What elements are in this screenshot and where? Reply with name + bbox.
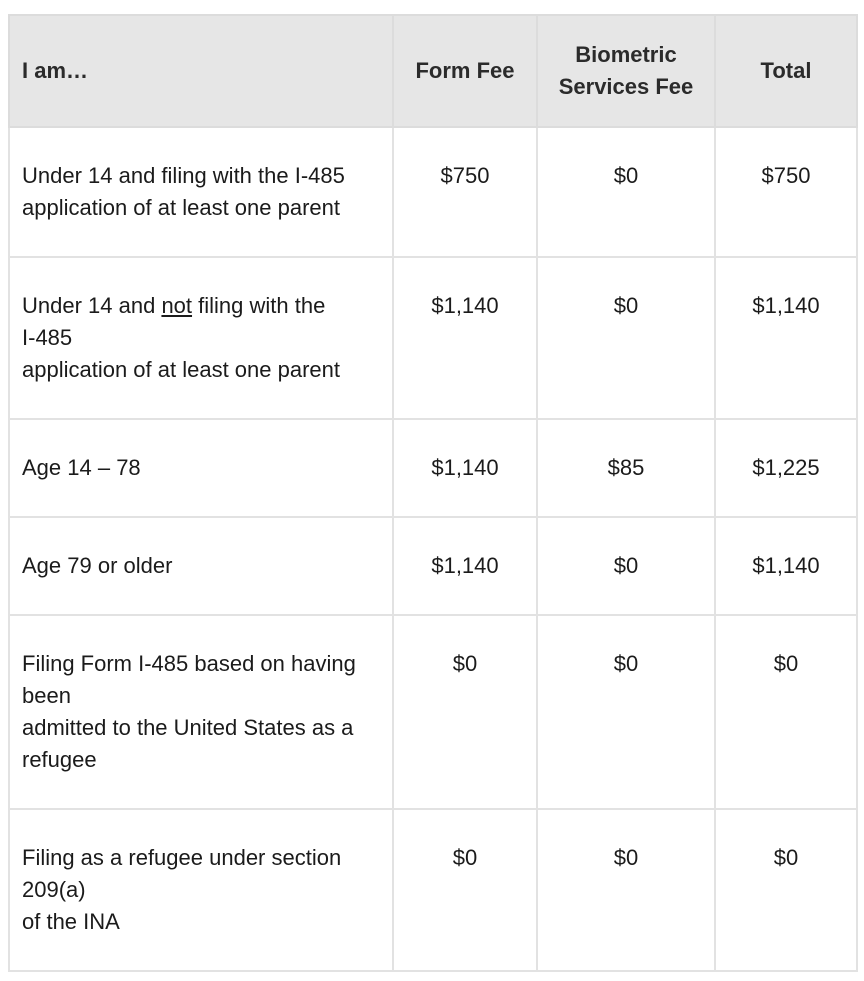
table-row bbox=[9, 419, 857, 517]
total-cell: $750 bbox=[715, 127, 857, 257]
description-line: admitted to the United States as a bbox=[22, 715, 354, 740]
table-row bbox=[9, 809, 857, 971]
form-fee-cell: $1,140 bbox=[393, 419, 537, 517]
description-line: application of at least one parent bbox=[22, 357, 341, 382]
description-line: Under 14 and filing with the I-485 bbox=[22, 163, 345, 188]
description-underlined-text: not bbox=[161, 293, 193, 318]
row-description bbox=[9, 615, 393, 809]
description-line: of the INA bbox=[22, 909, 120, 934]
form-fee-cell: $0 bbox=[393, 615, 537, 809]
biometric-fee-cell: $0 bbox=[537, 127, 715, 257]
fee-table bbox=[8, 14, 858, 972]
row-description bbox=[9, 257, 393, 419]
biometric-fee-cell: $85 bbox=[537, 419, 715, 517]
form-fee-cell: $1,140 bbox=[393, 517, 537, 615]
form-fee-cell: $1,140 bbox=[393, 257, 537, 419]
header-form-fee: Form Fee bbox=[393, 15, 537, 127]
table-row bbox=[9, 615, 857, 809]
biometric-fee-cell: $0 bbox=[537, 615, 715, 809]
description-line: I-485 bbox=[22, 325, 73, 350]
form-fee-cell: $0 bbox=[393, 809, 537, 971]
description-line: 209(a) bbox=[22, 877, 86, 902]
header-row bbox=[9, 15, 857, 127]
table-row bbox=[9, 517, 857, 615]
header-biometric-line1: Biometric bbox=[575, 42, 677, 67]
description-line: Filing Form I-485 based on having bbox=[22, 651, 356, 676]
description-text: Under 14 and bbox=[22, 293, 162, 318]
description-line: Filing as a refugee under section bbox=[22, 845, 342, 870]
biometric-fee-cell: $0 bbox=[537, 809, 715, 971]
table-row bbox=[9, 127, 857, 257]
total-cell: $1,140 bbox=[715, 257, 857, 419]
row-description bbox=[9, 517, 393, 615]
header-i-am: I am… bbox=[9, 15, 393, 127]
description-line bbox=[22, 290, 380, 322]
biometric-fee-cell: $0 bbox=[537, 257, 715, 419]
form-fee-cell: $750 bbox=[393, 127, 537, 257]
header-biometric-fee bbox=[537, 15, 715, 127]
description-line: Age 14 – 78 bbox=[22, 455, 141, 480]
description-text: filing with the bbox=[192, 293, 326, 318]
description-line: application of at least one parent bbox=[22, 195, 341, 220]
fee-table-header bbox=[9, 15, 857, 127]
header-biometric-line2: Services Fee bbox=[558, 74, 694, 99]
table-row bbox=[9, 257, 857, 419]
total-cell: $1,140 bbox=[715, 517, 857, 615]
row-description bbox=[9, 809, 393, 971]
total-cell: $1,225 bbox=[715, 419, 857, 517]
description-line: refugee bbox=[22, 747, 97, 772]
description-line: been bbox=[22, 683, 71, 708]
description-line: Age 79 or older bbox=[22, 553, 173, 578]
biometric-fee-cell: $0 bbox=[537, 517, 715, 615]
row-description bbox=[9, 419, 393, 517]
total-cell: $0 bbox=[715, 615, 857, 809]
header-total: Total bbox=[715, 15, 857, 127]
fee-table-body bbox=[9, 127, 857, 971]
total-cell: $0 bbox=[715, 809, 857, 971]
row-description bbox=[9, 127, 393, 257]
